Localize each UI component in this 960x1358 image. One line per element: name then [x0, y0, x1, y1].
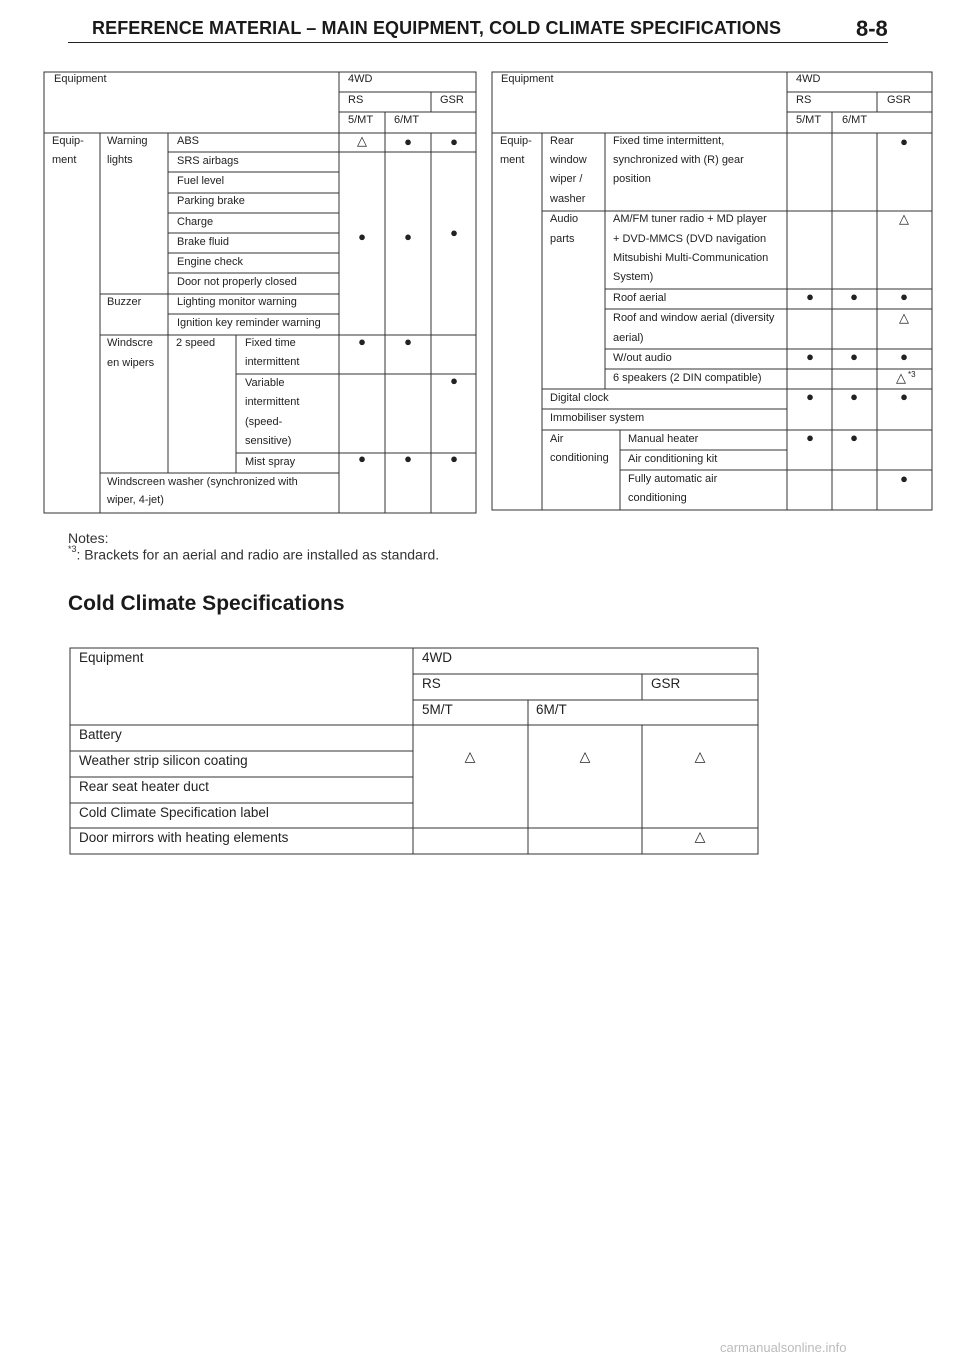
standard-mark: ●	[404, 229, 412, 244]
item-label: Variable	[245, 377, 285, 389]
item-label: Fuel level	[177, 175, 225, 187]
item-label: synchronized with (R) gear	[613, 154, 744, 166]
item-label: intermittent	[245, 396, 300, 408]
item-label: Fixed time intermittent,	[613, 135, 725, 147]
item-label: Roof and window aerial (diversity	[613, 312, 775, 324]
page-number: 8-8	[856, 16, 888, 41]
option-mark: △	[694, 828, 706, 844]
item-label: Fully automatic air	[628, 473, 718, 485]
standard-mark: ●	[358, 334, 366, 349]
group-label: Rear	[550, 135, 574, 147]
group-label: parts	[550, 233, 575, 245]
group-label: washer	[550, 193, 586, 205]
standard-mark: ●	[900, 471, 908, 486]
notes-label: Notes:	[68, 530, 109, 546]
standard-mark: ●	[358, 229, 366, 244]
item-label: Immobiliser system	[550, 412, 645, 424]
item-label: Manual heater	[628, 433, 699, 445]
category-label: ment	[52, 154, 77, 166]
item-label: aerial)	[613, 332, 644, 344]
footnote-marker: *3	[68, 544, 77, 554]
category-label: Equip-	[500, 135, 532, 147]
group-label: en wipers	[107, 357, 155, 369]
table-header-gsr: GSR	[440, 94, 464, 106]
table-header-gsr: GSR	[887, 94, 911, 106]
group-label: lights	[107, 154, 133, 166]
option-mark: △	[694, 748, 706, 764]
item-label: ABS	[177, 135, 200, 147]
table-header-5mt: 5/MT	[796, 114, 822, 126]
item-label: Windscreen washer (synchronized with	[107, 476, 298, 488]
option-mark: △	[899, 310, 909, 325]
standard-mark: ●	[900, 289, 908, 304]
category-label: ment	[500, 154, 525, 166]
table-header-gsr: GSR	[651, 676, 681, 691]
item-label: Mist spray	[245, 456, 296, 468]
standard-mark: ●	[850, 389, 858, 404]
option-mark: △	[357, 133, 367, 148]
item-label: W/out audio	[613, 352, 672, 364]
item-label: Weather strip silicon coating	[79, 753, 248, 768]
watermark: carmanualsonline.info	[720, 1340, 847, 1355]
footnote-ref: *3	[908, 370, 916, 379]
item-label: Ignition key reminder warning	[177, 317, 321, 329]
table-header-6mt: 6M/T	[536, 702, 567, 717]
item-label: System)	[613, 271, 654, 283]
group-label: Air	[550, 433, 564, 445]
standard-mark: ●	[404, 334, 412, 349]
item-label: Air conditioning kit	[628, 453, 718, 465]
item-label: conditioning	[628, 492, 687, 504]
item-label: 2 speed	[176, 337, 216, 349]
section-title: Cold Climate Specifications	[68, 592, 345, 615]
standard-mark: ●	[900, 134, 908, 149]
standard-mark: ●	[404, 451, 412, 466]
footnote-text: : Brackets for an aerial and radio are installed as standard.	[76, 546, 440, 563]
item-label: position	[613, 173, 651, 185]
item-label: SRS airbags	[177, 155, 239, 167]
standard-mark: ●	[806, 430, 814, 445]
footnote	[68, 546, 439, 563]
group-label: Warning	[107, 135, 148, 147]
option-mark: △	[896, 370, 906, 385]
table-header-6mt: 6/MT	[394, 114, 420, 126]
table-header-6mt: 6/MT	[842, 114, 868, 126]
item-label: Door not properly closed	[177, 276, 297, 288]
standard-mark: ●	[450, 373, 458, 388]
item-label: Digital clock	[550, 392, 609, 404]
standard-mark: ●	[404, 134, 412, 149]
cold-climate-marks	[465, 748, 706, 844]
option-mark: △	[899, 211, 909, 226]
item-label: Parking brake	[177, 195, 245, 207]
table-header-equipment: Equipment	[79, 650, 144, 665]
item-label: Roof aerial	[613, 292, 667, 304]
table-header-4wd: 4WD	[796, 73, 821, 85]
item-label: Rear seat heater duct	[79, 779, 209, 794]
standard-mark: ●	[450, 134, 458, 149]
item-label: Brake fluid	[177, 236, 229, 248]
table-header-rs: RS	[796, 94, 812, 106]
standard-mark: ●	[806, 389, 814, 404]
group-label: Buzzer	[107, 296, 142, 308]
table-header-equipment: Equipment	[501, 73, 554, 85]
item-label: Engine check	[177, 256, 244, 268]
left-equipment-table	[52, 73, 464, 506]
standard-mark: ●	[900, 389, 908, 404]
standard-mark: ●	[358, 451, 366, 466]
right-table-marks	[806, 134, 909, 486]
standard-mark: ●	[806, 289, 814, 304]
table-header-5mt: 5/MT	[348, 114, 374, 126]
standard-mark: ●	[850, 430, 858, 445]
item-label: 6 speakers (2 DIN compatible)	[613, 372, 762, 384]
group-label: Audio	[550, 213, 579, 225]
group-label: window	[550, 154, 587, 166]
page-header-title: REFERENCE MATERIAL – MAIN EQUIPMENT, COLD CLIMATE SPECIFICATIONS	[92, 18, 782, 38]
option-mark: △	[579, 748, 591, 764]
item-label: Mitsubishi Multi-Communication	[613, 252, 769, 264]
table-grid-lines	[44, 72, 932, 854]
item-label: wiper, 4-jet)	[107, 494, 164, 506]
item-label: AM/FM tuner radio + MD player	[613, 213, 767, 225]
group-label: wiper /	[550, 173, 583, 185]
standard-mark: ●	[850, 289, 858, 304]
standard-mark: ●	[850, 349, 858, 364]
standard-mark: ●	[450, 451, 458, 466]
table-header-4wd: 4WD	[422, 650, 452, 665]
option-mark: △	[464, 748, 476, 764]
group-label: Windscre	[107, 337, 153, 349]
item-label: (speed-	[245, 416, 283, 428]
item-label: + DVD-MMCS (DVD navigation	[613, 233, 767, 245]
item-label: Cold Climate Specification label	[79, 805, 269, 820]
item-label: Door mirrors with heating elements	[79, 830, 289, 845]
table-header-equipment: Equipment	[54, 73, 107, 85]
group-label: conditioning	[550, 452, 609, 464]
item-label: Fixed time	[245, 337, 296, 349]
standard-mark: ●	[450, 225, 458, 240]
item-label: intermittent	[245, 356, 300, 368]
item-label: Battery	[79, 727, 122, 742]
category-label: Equip-	[52, 135, 84, 147]
left-table-marks	[357, 133, 458, 466]
table-header-4wd: 4WD	[348, 73, 373, 85]
table-header-5mt: 5M/T	[422, 702, 453, 717]
table-header-rs: RS	[348, 94, 364, 106]
table-header-rs: RS	[422, 676, 441, 691]
standard-mark: ●	[806, 349, 814, 364]
item-label: Lighting monitor warning	[177, 296, 297, 308]
standard-mark: ●	[900, 349, 908, 364]
item-label: Charge	[177, 216, 214, 228]
item-label: sensitive)	[245, 435, 292, 447]
